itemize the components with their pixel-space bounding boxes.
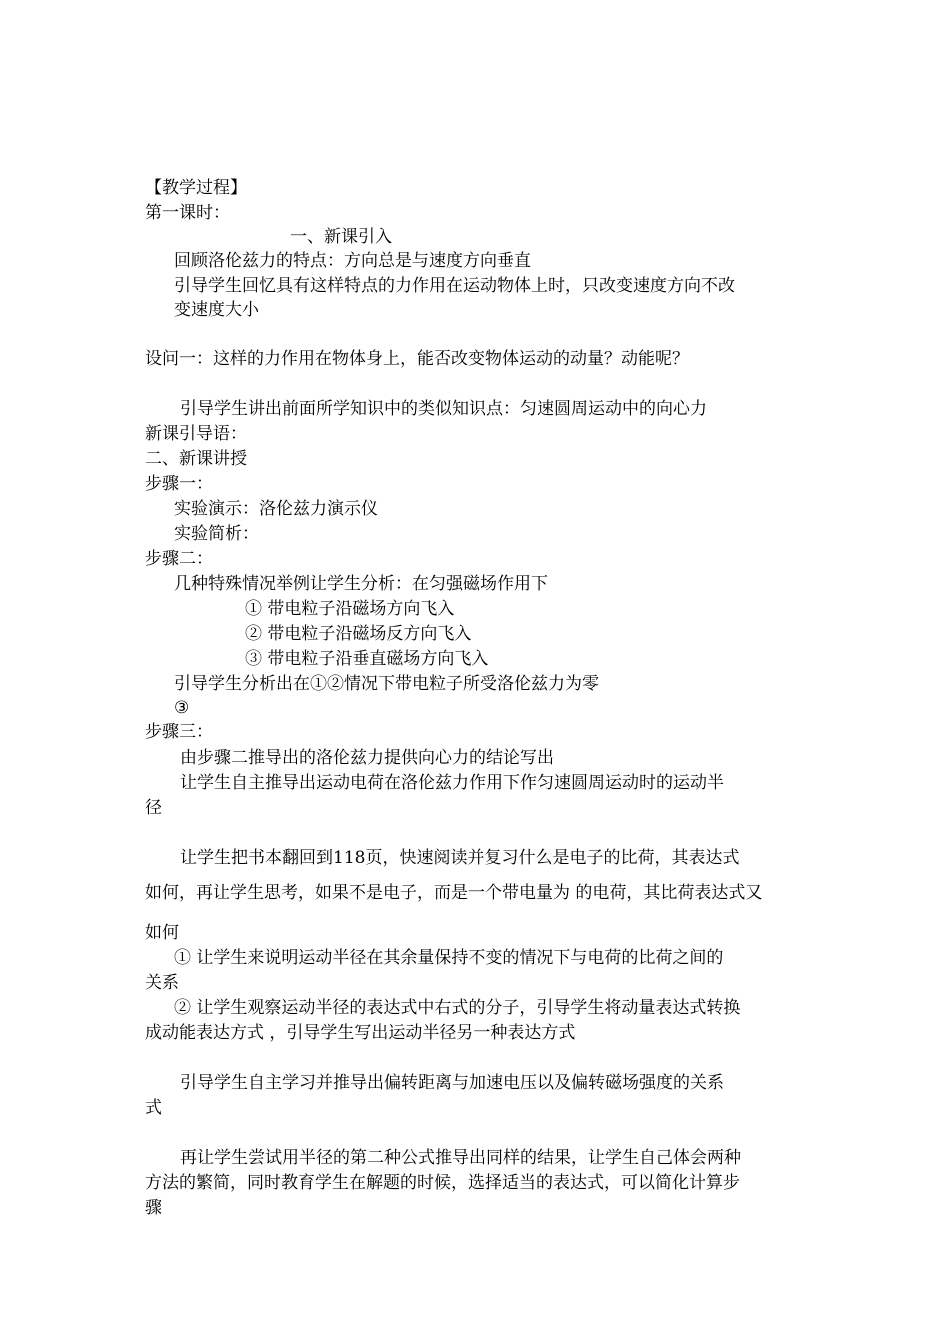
- lesson-label: 第一课时：: [145, 203, 230, 223]
- section2-title: 二、新课讲授: [145, 449, 247, 469]
- step3-line1: 由步骤二推导出的洛伦兹力提供向心力的结论写出: [180, 748, 554, 768]
- case-conclusion-line: 引导学生分析出在①②情况下带电粒子所受洛伦兹力为零: [174, 674, 599, 694]
- point1-line2: 关系: [145, 973, 179, 993]
- guide2-line: 引导学生讲出前面所学知识中的类似知识点：匀速圆周运动中的向心力: [180, 399, 707, 419]
- review-line: 回顾洛伦兹力的特点：方向总是与速度方向垂直: [174, 251, 531, 271]
- point2-line1: ② 让学生观察运动半径的表达式中右式的分子，引导学生将动量表达式转换: [174, 998, 741, 1018]
- teaching-process-heading: 【教学过程】: [145, 178, 247, 198]
- step2-label: 步骤二：: [145, 549, 213, 569]
- section1-title: 一、新课引入: [290, 227, 392, 247]
- step3-line2: 让学生自主推导出运动电荷在洛伦兹力作用下作匀速圆周运动时的运动半: [180, 773, 724, 793]
- case1-line: ① 带电粒子沿磁场方向飞入: [245, 599, 455, 619]
- experiment-demo-line: 实验演示：洛伦兹力演示仪: [174, 499, 378, 519]
- second-formula-line1: 再让学生尝试用半径的第二种公式推导出同样的结果，让学生自己体会两种: [180, 1148, 741, 1168]
- case3-line: ③ 带电粒子沿垂直磁场方向飞入: [245, 649, 489, 669]
- step1-label: 步骤一：: [145, 474, 213, 494]
- case3-mark: ③: [174, 698, 190, 718]
- charge-ratio-line1: 让学生把书本翻回到118页，快速阅读并复习什么是电子的比荷，其表达式: [180, 848, 740, 868]
- second-formula-line2: 方法的繁简，同时教育学生在解题的时候，选择适当的表达式，可以简化计算步: [145, 1173, 740, 1193]
- step3-label: 步骤三：: [145, 722, 213, 742]
- charge-ratio-line2: 如何，再让学生思考，如果不是电子，而是一个带电量为 的电荷，其比荷表达式又: [145, 883, 763, 903]
- experiment-analysis-line: 实验简析：: [174, 524, 259, 544]
- cases-intro-line: 几种特殊情况举例让学生分析：在匀强磁场作用下: [174, 574, 548, 594]
- intro-guide-label: 新课引导语：: [145, 424, 247, 444]
- step3-line3: 径: [145, 798, 162, 818]
- guide1-line1: 引导学生回忆具有这样特点的力作用在运动物体上时，只改变速度方向不改: [174, 276, 735, 296]
- deflection-line1: 引导学生自主学习并推导出偏转距离与加速电压以及偏转磁场强度的关系: [180, 1073, 724, 1093]
- point1-line1: ① 让学生来说明运动半径在其余量保持不变的情况下与电荷的比荷之间的: [174, 948, 724, 968]
- deflection-line2: 式: [145, 1098, 162, 1118]
- case2-line: ② 带电粒子沿磁场反方向飞入: [245, 624, 472, 644]
- question1-line: 设问一：这样的力作用在物体身上，能否改变物体运动的动量？动能呢？: [145, 349, 689, 369]
- guide1-line2: 变速度大小: [174, 300, 259, 320]
- second-formula-line3: 骤: [145, 1198, 162, 1218]
- point2-line2: 成动能表达方式 ，引导学生写出运动半径另一种表达方式: [145, 1023, 576, 1043]
- charge-ratio-line3: 如何: [145, 923, 179, 943]
